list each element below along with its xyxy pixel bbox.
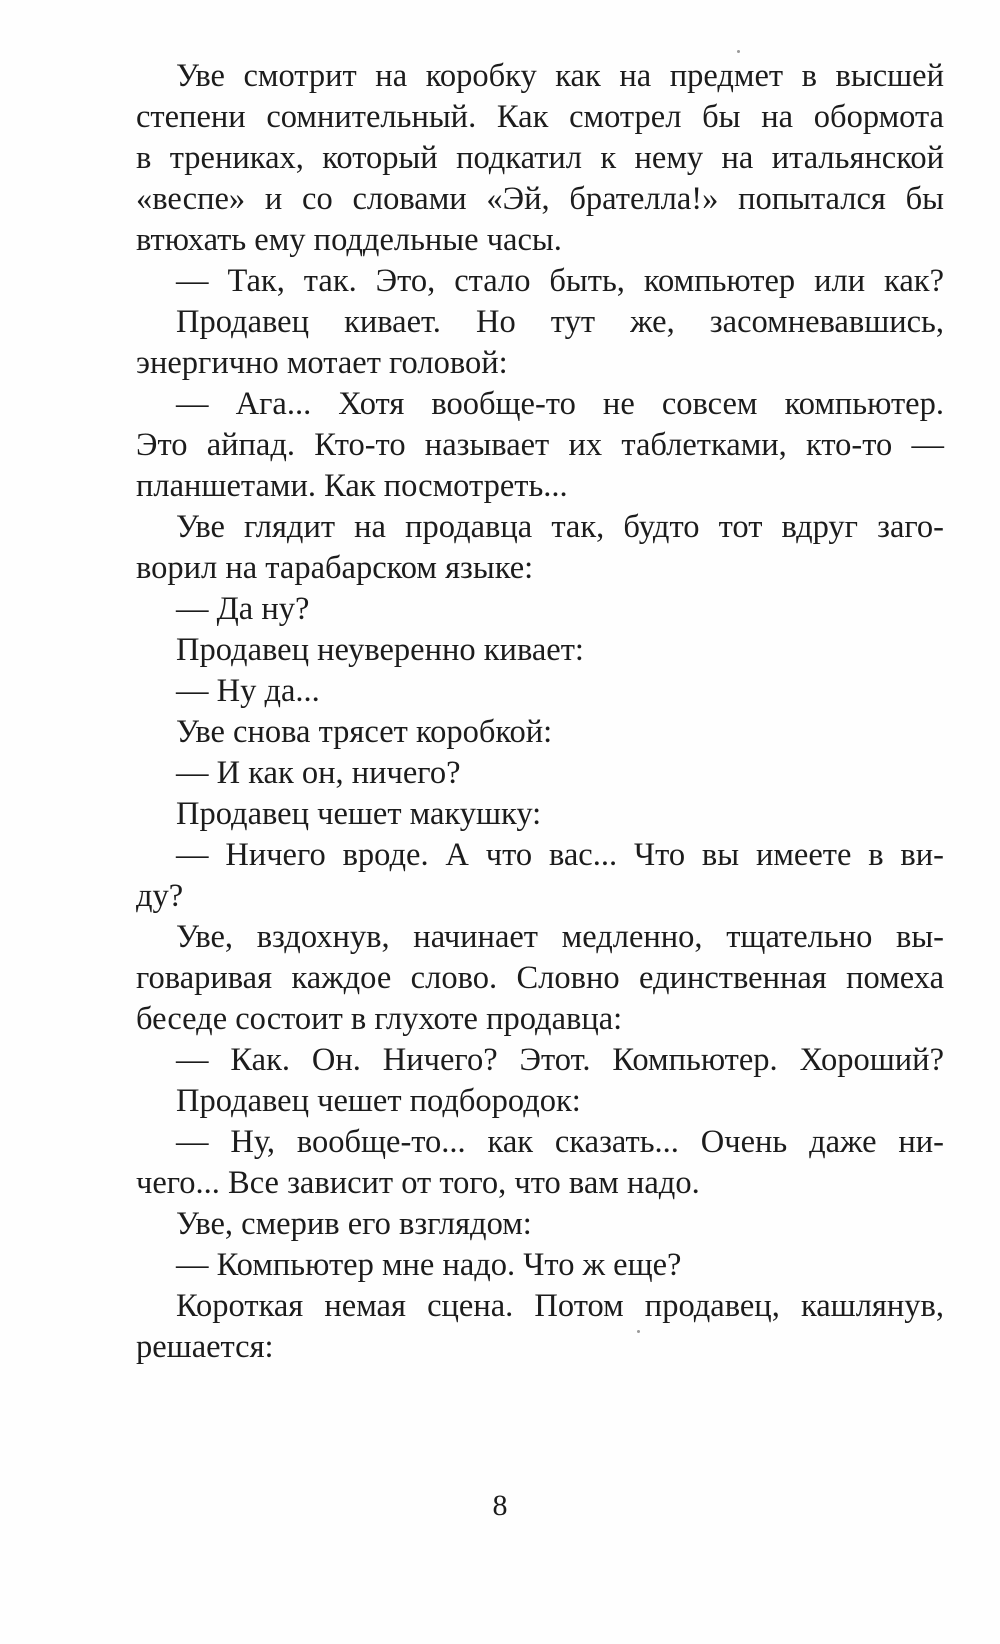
text-line: — И как он, ничего?: [176, 755, 461, 791]
text-line: ворил на тарабарском языке:: [136, 550, 534, 586]
text-line: — Компьютер мне надо. Что ж еще?: [176, 1247, 682, 1283]
text-line: Продавец кивает. Но тут же, засомневавшись,: [176, 304, 944, 340]
text-line: Уве, смерив его взглядом:: [176, 1206, 532, 1242]
text-line: Уве снова трясет коробкой:: [176, 714, 553, 750]
text-line: — Ну да...: [176, 673, 320, 709]
text-line: «веспе» и со словами «Эй, брателла!» попытался бы: [136, 181, 944, 217]
text-line: Уве глядит на продавца так, будто тот вдруг заго-: [176, 509, 944, 545]
text-line: Продавец неуверенно кивает:: [176, 632, 584, 668]
text-line: втюхать ему поддельные часы.: [136, 222, 562, 258]
paper-speck: [737, 50, 740, 53]
text-line: — Ничего вроде. А что вас... Что вы имеете в ви-: [176, 837, 944, 873]
text-line: Продавец чешет макушку:: [176, 796, 542, 832]
text-line: в трениках, который подкатил к нему на итальянской: [136, 140, 944, 176]
body-text: [136, 56, 944, 1368]
text-line: ду?: [136, 878, 184, 914]
text-line: — Да ну?: [176, 591, 310, 627]
text-line: — Так, так. Это, стало быть, компьютер или как?: [176, 263, 944, 299]
text-line: степени сомнительный. Как смотрел бы на обормота: [136, 99, 944, 135]
text-line: — Как. Он. Ничего? Этот. Компьютер. Хороший?: [176, 1042, 944, 1078]
text-line: беседе состоит в глухоте продавца:: [136, 1001, 623, 1037]
page-number: 8: [492, 1489, 508, 1522]
text-line: — Ну, вообще-то... как сказать... Очень даже ни-: [176, 1124, 944, 1160]
text-line: планшетами. Как посмотреть...: [136, 468, 568, 504]
text-line: Это айпад. Кто-то называет их таблетками, кто-то —: [136, 427, 944, 463]
text-line: чего... Все зависит от того, что вам надо.: [136, 1165, 700, 1201]
text-line: энергично мотает головой:: [136, 345, 508, 381]
text-line: решается:: [136, 1329, 274, 1365]
text-line: Короткая немая сцена. Потом продавец, кашлянув,: [176, 1288, 944, 1324]
text-line: Уве, вздохнув, начинает медленно, тщательно вы-: [176, 919, 944, 955]
text-line: Продавец чешет подбородок:: [176, 1083, 581, 1119]
text-line: Уве смотрит на коробку как на предмет в высшей: [176, 58, 944, 94]
text-line: — Ага... Хотя вообще-то не совсем компьютер.: [176, 386, 944, 422]
text-line: говаривая каждое слово. Словно единственная помеха: [136, 960, 944, 996]
